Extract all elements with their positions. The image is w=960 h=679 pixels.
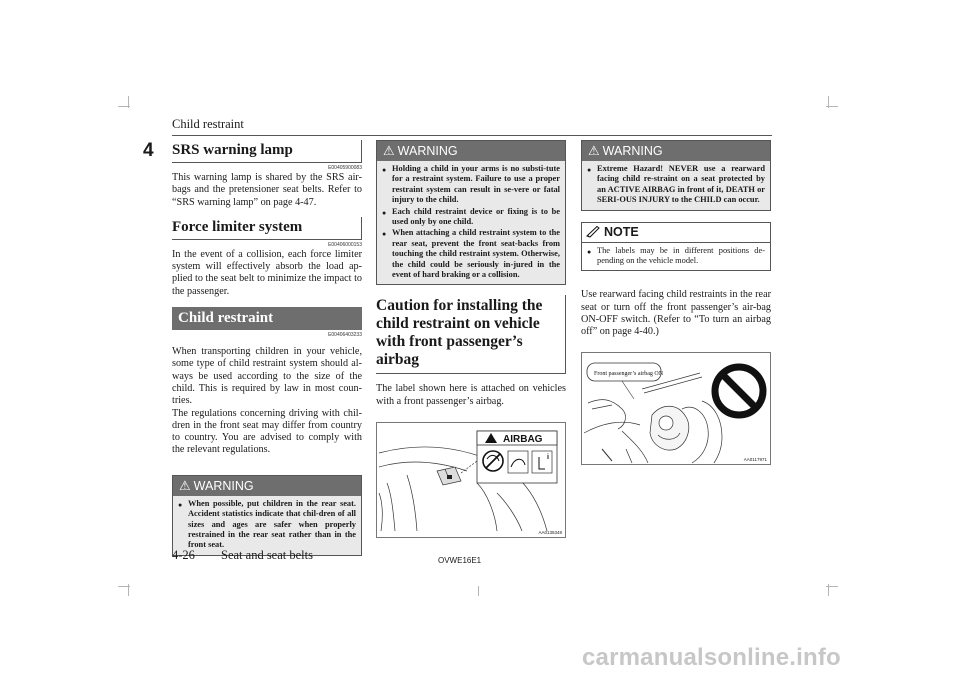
- footer-section-title: Seat and seat belts: [221, 548, 313, 562]
- crop-mark: [118, 106, 130, 107]
- paragraph: The regulations concerning driving with chil-dren in the front seat may differ from country to country. You are advised to comply with the relevant regulations.: [172, 407, 362, 456]
- airbag-label-figure: [376, 422, 566, 538]
- warning-box: [376, 140, 566, 285]
- rearward-child-seat-figure: [581, 352, 771, 465]
- airbag-label-text: AIRBAG: [503, 434, 543, 446]
- warning-header: [377, 141, 565, 161]
- list-item: [382, 207, 560, 228]
- warning-body: [582, 161, 770, 210]
- chapter-title-child-restraint: Child restraint: [172, 307, 362, 330]
- warning-label: WARNING: [193, 478, 254, 493]
- warning-text: Holding a child in your arms is no substi-tute for a restraint system. Failure to use a proper restraint system can result in se-vere or fatal injury to the child.: [392, 164, 560, 205]
- warning-text: When attaching a child restraint system to the rear seat, prevent the front seat-backs from touching the child restraint system. Otherwise, the child could be seriously in-jured in the event of hard braking or a collision.: [392, 228, 560, 280]
- warning-text: Each child restraint device or fixing is to be used only by one child.: [392, 206, 560, 227]
- list-item: [382, 228, 560, 280]
- section-title-caution-airbag: Caution for installing the child restraint on vehicle with front passenger’s airbag: [376, 295, 566, 374]
- section-code: E00406403233: [328, 332, 362, 339]
- bullet-icon: ●: [587, 247, 592, 256]
- bullet-icon: ●: [587, 166, 592, 174]
- figure-callout-text: Front passenger’s airbag ON: [594, 370, 664, 377]
- warning-box: [581, 140, 771, 211]
- svg-text:i: i: [547, 454, 549, 462]
- column-3: [581, 140, 771, 465]
- paragraph: When transporting children in your vehicle, some type of child restraint system should al-ways be used according to the size of the child. This is required by law in most coun-tries.: [172, 346, 362, 407]
- warning-label: WARNING: [397, 144, 458, 158]
- paragraph: Use rearward facing child restraints in the rear seat or turn off the front passenger’s air-bag ON-OFF switch. (Refer to “To turn an airbag off” on page 4-40.): [581, 289, 771, 338]
- figure-code: AA0117971: [743, 456, 767, 462]
- section-body: [172, 172, 362, 209]
- header-rule: [172, 135, 772, 136]
- section-title-force-limiter: Force limiter system: [172, 217, 362, 240]
- note-text: The labels may be in different positions de-pending on the vehicle model.: [597, 245, 765, 266]
- warning-triangle-icon: ⚠: [383, 143, 395, 158]
- section-title-srs-warning-lamp: SRS warning lamp: [172, 140, 362, 163]
- paragraph: In the event of a collision, each force limiter system will effectively absorb the load ap-plied to the seat belt to minimize the impact to the passenger.: [172, 248, 362, 297]
- bullet-icon: ●: [178, 500, 183, 509]
- rearward-child-seat-illustration: [582, 353, 770, 464]
- warning-text: When possible, put children in the rear seat. Accident statistics indicate that chil-dren of all sizes and ages are safer when properly restrained in the rear seat rather than in the front seat.: [188, 498, 356, 550]
- warning-body: [173, 496, 361, 555]
- list-item: [382, 164, 560, 206]
- section-body: [376, 383, 566, 408]
- crop-mark: [118, 586, 130, 587]
- warning-header: [582, 141, 770, 161]
- column-2: [376, 140, 566, 538]
- crop-mark: [826, 106, 838, 107]
- warning-text: Extreme Hazard! NEVER use a rearward facing child re-straint on a seat protected by an ACTIVE AIRBAG in front of it, DEATH or SERI-OUS INJURY to the CHILD can occur.: [597, 164, 765, 205]
- section-body: [581, 289, 771, 338]
- dashboard-illustration: [377, 423, 565, 537]
- note-label: NOTE: [604, 225, 639, 240]
- warning-triangle-icon: ⚠: [588, 143, 600, 158]
- note-header: [582, 223, 770, 243]
- list-item: [178, 499, 356, 551]
- paragraph: This warning lamp is shared by the SRS air-bags and the pretensioner seat belts. Refer to “SRS warning lamp” on page 4-47.: [172, 172, 362, 208]
- running-head: Child restraint: [172, 117, 244, 131]
- list-item: [587, 164, 765, 206]
- paragraph: The label shown here is attached on vehicles with a front passenger’s airbag.: [376, 383, 566, 407]
- crop-mark: [478, 586, 479, 596]
- bullet-icon: ●: [382, 208, 387, 217]
- bullet-icon: ●: [382, 230, 387, 239]
- warning-body: [377, 161, 565, 284]
- warning-label: WARNING: [602, 144, 663, 158]
- figure-code: AA0135348: [538, 530, 562, 536]
- note-body: [582, 243, 770, 271]
- note-pencil-icon: [586, 226, 600, 238]
- crop-mark: [826, 586, 838, 587]
- warning-box: [172, 475, 362, 556]
- watermark: carmanualsonline.info: [582, 644, 841, 671]
- section-body: [172, 249, 362, 298]
- section-code: E00405900083: [328, 165, 362, 171]
- section-code: E00406000153: [328, 241, 362, 248]
- document-code: OVWE16E1: [438, 556, 482, 565]
- warning-triangle-icon: ⚠: [179, 477, 191, 493]
- chapter-tab: 4: [143, 140, 154, 161]
- column-1: [172, 140, 362, 556]
- bullet-icon: ●: [382, 166, 387, 174]
- list-item: [587, 246, 765, 267]
- section-body: [172, 346, 362, 457]
- page-number: 4-26: [172, 548, 195, 562]
- note-box: [581, 222, 771, 272]
- warning-header: [173, 476, 361, 496]
